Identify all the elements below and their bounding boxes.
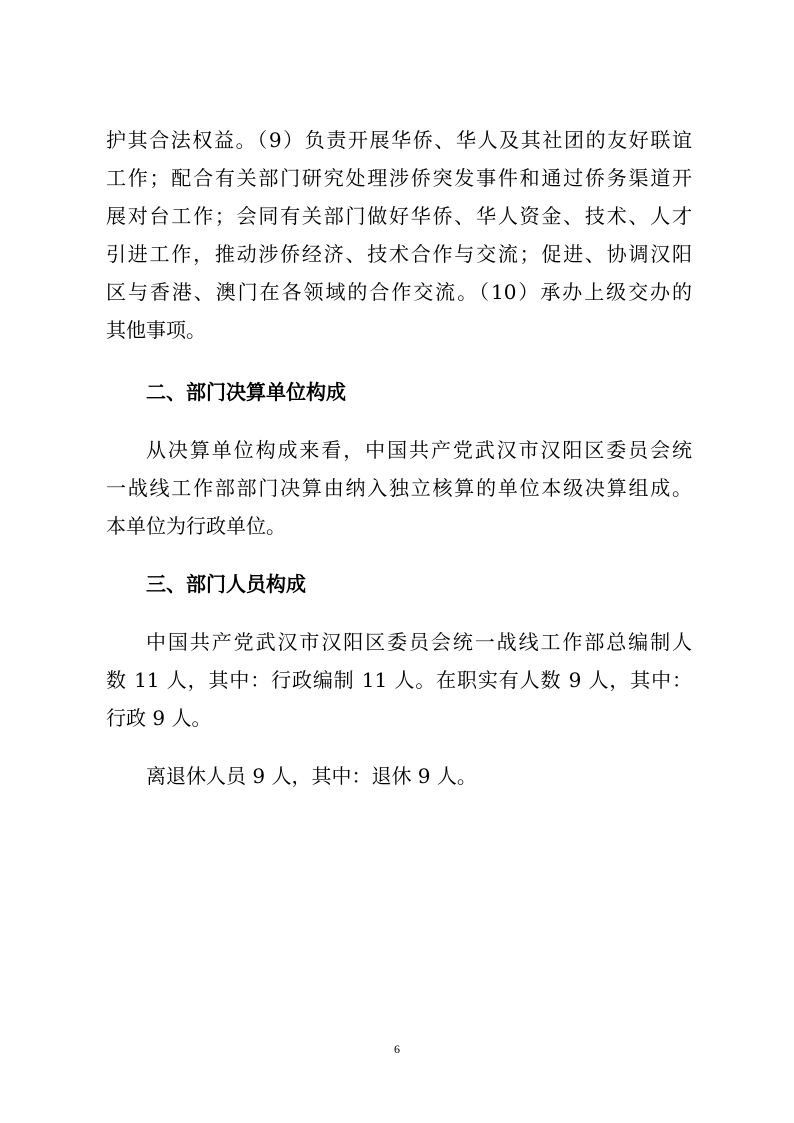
section-heading-unit-composition: 二、部门决算单位构成	[146, 380, 346, 404]
text-line: 引进工作，推动涉侨经济、技术合作与交流；促进、协调汉阳	[106, 242, 692, 266]
text-line: 区与香港、澳门在各领域的合作交流。（10）承办上级交办的	[106, 280, 692, 304]
text-line: 其他事项。	[106, 318, 206, 342]
text-line: 工作；配合有关部门研究处理涉侨突发事件和通过侨务渠道开	[106, 166, 692, 190]
text-line: 展对台工作；会同有关部门做好华侨、华人资金、技术、人才	[106, 204, 692, 228]
section-heading-staff-composition: 三、部门人员构成	[146, 572, 306, 596]
text-line: 中国共产党武汉市汉阳区委员会统一战线工作部总编制人	[146, 630, 692, 654]
text-line: 数 11 人，其中：行政编制 11 人。在职实有人数 9 人，其中：	[106, 668, 692, 692]
text-line: 本单位为行政单位。	[106, 514, 286, 538]
text-line: 从决算单位构成来看，中国共产党武汉市汉阳区委员会统	[146, 438, 692, 462]
text-line: 护其合法权益。（9）负责开展华侨、华人及其社团的友好联谊	[106, 128, 692, 152]
page-number: 6	[394, 1042, 400, 1056]
text-line: 行政 9 人。	[106, 706, 212, 730]
paragraph-retired-staff: 离退休人员 9 人，其中：退休 9 人。	[146, 764, 477, 788]
text-line: 一战线工作部部门决算由纳入独立核算的单位本级决算组成。	[106, 476, 692, 500]
